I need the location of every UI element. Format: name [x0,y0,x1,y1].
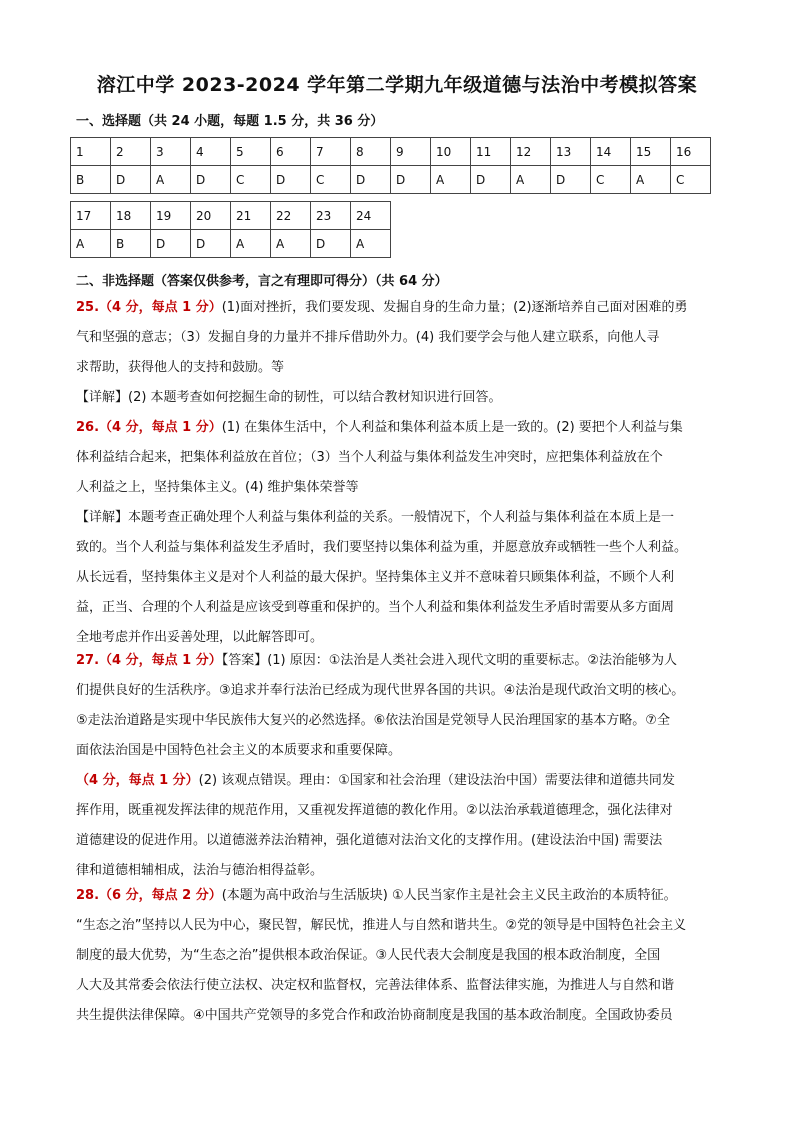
q26-detail-1: 【详解】本题考查正确处理个人利益与集体利益的关系。一般情况下，个人利益与集体利益在本质上是一 [76,510,675,525]
question-25 [76,293,718,413]
question-number: 17 [71,202,111,230]
question-number: 24 [351,202,391,230]
q27-line-2: 们提供良好的生活秩序。③追求并奉行法治已经成为现代世界各国的共识。④法治是现代政治文明的核心。 [76,683,685,698]
q27-part2-label: （4 分，每点 1 分） [76,773,199,788]
q27-part2-line-3: 道德建设的促进作用。以道德滋养法治精神，强化道德对法治文化的支撑作用。(建设法治中国) 需要法 [76,833,663,848]
q25-detail: 【详解】(2) 本题考查如何挖掘生命的韧性，可以结合教材知识进行回答。 [76,390,502,405]
answer-cell: C [231,166,271,194]
answer-table-numbers-row [71,202,391,230]
answer-cell: D [551,166,591,194]
section1-heading: 一、选择题（共 24 小题，每题 1.5 分，共 36 分） [76,114,384,129]
answer-cell: A [271,230,311,258]
question-number: 11 [471,138,511,166]
q26-detail-4: 益，正当、合理的个人利益是应该受到尊重和保护的。当个人利益和集体利益发生矛盾时需要从多方面周 [76,600,675,615]
question-number: 2 [111,138,151,166]
q26-line [76,413,718,443]
q27-line [76,646,718,676]
answer-table-numbers-row [71,138,711,166]
answer-cell: D [111,166,151,194]
question-27 [76,646,718,886]
q28-line-1: (本题为高中政治与生活版块) ①人民当家作主是社会主义民主政治的本质特征。 [221,888,677,903]
q28-label: 28.（6 分，每点 2 分） [76,888,222,903]
answer-table-answers-row [71,166,711,194]
answer-cell: B [71,166,111,194]
answer-cell: B [111,230,151,258]
q28-line-4: 人大及其常委会依法行使立法权、决定权和监督权，完善法律体系、监督法律实施，为推进人与自然和谐 [76,978,675,993]
answer-cell: A [511,166,551,194]
answer-cell: C [311,166,351,194]
question-number: 15 [631,138,671,166]
answer-cell: D [471,166,511,194]
question-number: 1 [71,138,111,166]
page-title: 溶江中学 2023-2024 学年第二学期九年级道德与法治中考模拟答案 [96,74,698,96]
q28-line-3: 制度的最大优势，为“生态之治”提供根本政治保证。③人民代表大会制度是我国的根本政治制度，全国 [76,948,661,963]
question-26 [76,413,718,653]
q28-line-5: 共生提供法律保障。④中国共产党领导的多党合作和政治协商制度是我国的基本政治制度。全国政协委员 [76,1008,673,1023]
answer-table-row1 [70,137,711,194]
q25-line [76,293,718,323]
answer-cell: D [351,166,391,194]
question-number: 3 [151,138,191,166]
q26-detail-5: 全地考虑并作出妥善处理，以此解答即可。 [76,630,324,645]
q26-line-2: 体利益结合起来，把集体利益放在首位；（3）当个人利益与集体利益发生冲突时，应把集体利益放在个 [76,450,663,465]
answer-cell: D [191,166,231,194]
question-number: 23 [311,202,351,230]
question-number: 14 [591,138,631,166]
question-28 [76,881,718,1031]
answer-cell: A [351,230,391,258]
question-number: 4 [191,138,231,166]
answer-cell: D [271,166,311,194]
answer-cell: A [431,166,471,194]
q25-line-3: 求帮助，获得他人的支持和鼓励。等 [76,360,285,375]
q27-line-3: ⑤走法治道路是实现中华民族伟大复兴的必然选择。⑥依法治国是党领导人民治理国家的基本方略。⑦全 [76,713,670,728]
question-number: 21 [231,202,271,230]
question-number: 9 [391,138,431,166]
question-number: 8 [351,138,391,166]
q27-part2-line-1: (2) 该观点错误。理由：①国家和社会治理（建设法治中国）需要法律和道德共同发 [198,773,675,788]
question-number: 6 [271,138,311,166]
answer-cell: D [191,230,231,258]
q27-part2-line [76,766,718,796]
q27-label: 27.（4 分，每点 1 分） [76,653,222,668]
q26-line-1: (1) 在集体生活中，个人利益和集体利益本质上是一致的。(2) 要把个人利益与集 [221,420,683,435]
question-number: 20 [191,202,231,230]
q25-line-2: 气和坚强的意志；（3）发掘自身的力量并不排斥借助外力。(4) 我们要学会与他人建立联系，向他人寻 [76,330,660,345]
question-number: 13 [551,138,591,166]
question-number: 16 [671,138,711,166]
q27-line-1: 【答案】(1) 原因：①法治是人类社会进入现代文明的重要标志。②法治能够为人 [221,653,678,668]
answer-cell: A [71,230,111,258]
answer-table-row2 [70,201,391,258]
answer-table-answers-row [71,230,391,258]
section2-heading: 二、非选择题（答案仅供参考，言之有理即可得分）（共 64 分） [76,274,448,289]
q28-line [76,881,718,911]
answer-cell: A [151,166,191,194]
answer-cell: D [391,166,431,194]
question-number: 12 [511,138,551,166]
answer-cell: D [311,230,351,258]
answer-cell: A [631,166,671,194]
q27-part2-line-4: 律和道德相辅相成，法治与德治相得益彰。 [76,863,324,878]
question-number: 18 [111,202,151,230]
q26-line-3: 人利益之上，坚持集体主义。(4) 维护集体荣誉等 [76,480,359,495]
question-number: 10 [431,138,471,166]
answer-cell: A [231,230,271,258]
q28-line-2: “生态之治”坚持以人民为中心，聚民智，解民忧，推进人与自然和谐共生。②党的领导是中国特色社会主义 [76,918,687,933]
q26-label: 26.（4 分，每点 1 分） [76,420,222,435]
answer-cell: C [671,166,711,194]
q27-part2-line-2: 挥作用，既重视发挥法律的规范作用，又重视发挥道德的教化作用。②以法治承载道德理念，强化法律对 [76,803,673,818]
q26-detail-2: 致的。当个人利益与集体利益发生矛盾时，我们要坚持以集体利益为重，并愿意放弃或牺牲一些个人利益。 [76,540,688,555]
question-number: 5 [231,138,271,166]
q25-line-1: (1)面对挫折，我们要发现、发掘自身的生命力量；(2)逐渐培养自己面对困难的勇 [221,300,688,315]
question-number: 7 [311,138,351,166]
q27-line-4: 面依法治国是中国特色社会主义的本质要求和重要保障。 [76,743,402,758]
answer-cell: C [591,166,631,194]
q25-label: 25.（4 分，每点 1 分） [76,300,222,315]
q26-detail-3: 从长远看，坚持集体主义是对个人利益的最大保护。坚持集体主义并不意味着只顾集体利益，不顾个人利 [76,570,675,585]
question-number: 19 [151,202,191,230]
answer-cell: D [151,230,191,258]
question-number: 22 [271,202,311,230]
